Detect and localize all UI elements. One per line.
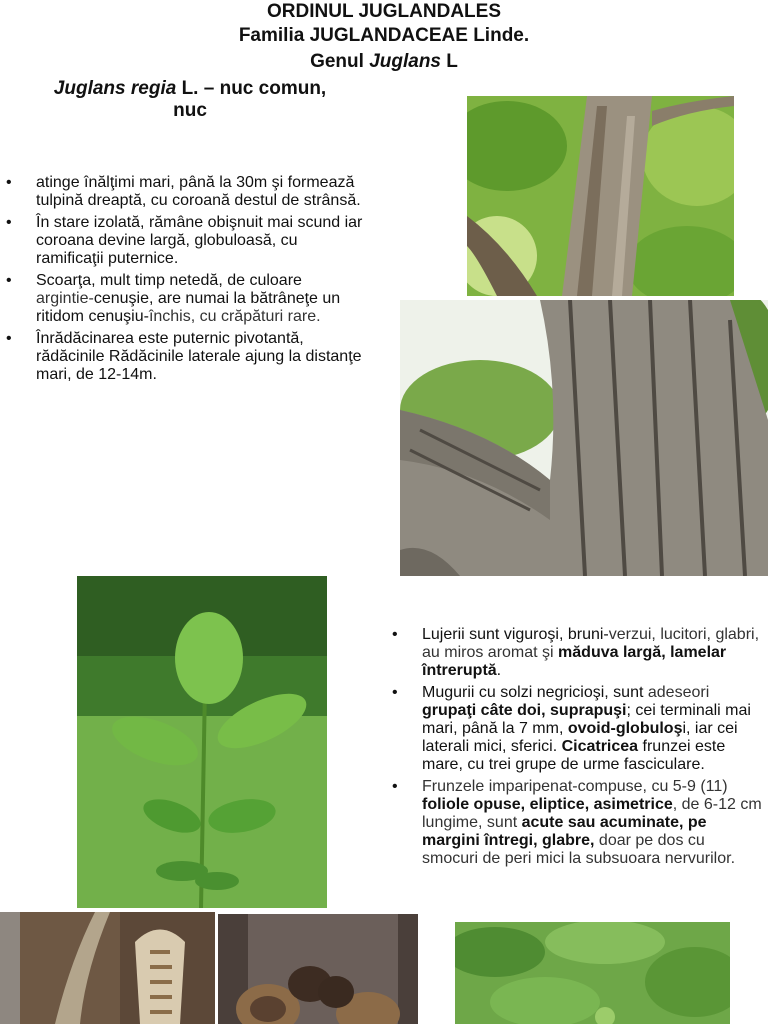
item-text: , de 6-12 cm lungime, sunt bbox=[422, 796, 762, 831]
species-latin: Juglans regia bbox=[53, 78, 177, 99]
item-text: i, iar cei laterali mici, sferici. bbox=[422, 720, 738, 755]
species-title bbox=[30, 78, 350, 122]
item-text: ; cei terminali mai mari, până la 7 mm, bbox=[422, 702, 751, 737]
list-item bbox=[392, 778, 764, 868]
item-text: În stare izolată, rămâne obişnuit mai scund iar coroana devine largă, globuloasă, cu ramificaţii puternice. bbox=[36, 214, 363, 267]
item-text: închis, cu crăpături rare. bbox=[148, 308, 321, 325]
family-title: Familia JUGLANDACEAE Linde. bbox=[238, 25, 530, 46]
item-bold: ovoid-globuloş bbox=[567, 720, 683, 737]
item-text: Frunzele imparipenat-compuse, cu 5-9 (11) bbox=[422, 778, 728, 795]
bullet: • bbox=[6, 214, 12, 231]
item-text: atinge înălţimi mari, până la 30m şi formează tulpină dreaptă, cu coroană destul de strânsă. bbox=[36, 174, 361, 209]
item-text: adeseori bbox=[647, 684, 710, 701]
pith-photo bbox=[0, 912, 215, 1024]
item-text: frunzei este mare, cu trei grupe de urme fasciculare. bbox=[422, 738, 726, 773]
bud-photo bbox=[218, 914, 418, 1024]
genus-name: Juglans bbox=[369, 51, 442, 72]
description-list-2 bbox=[392, 626, 764, 872]
trunk-foliage-photo bbox=[467, 96, 734, 296]
list-item bbox=[6, 330, 364, 384]
item-text: . bbox=[496, 662, 502, 679]
order-title: ORDINUL JUGLANDALES bbox=[267, 1, 501, 22]
item-bold: acute sau acuminate, pe margini întregi, glabre, bbox=[422, 814, 707, 849]
genus-prefix: Genul bbox=[310, 51, 370, 72]
list-item bbox=[392, 626, 764, 680]
item-bold: măduva largă, lamelar întreruptă bbox=[422, 644, 727, 679]
bullet: • bbox=[392, 626, 398, 643]
bullet: • bbox=[392, 684, 398, 701]
item-bold: foliole opuse, eliptice, asimetrice bbox=[422, 796, 673, 813]
foliage-photo bbox=[455, 922, 730, 1024]
item-text: Lujerii sunt viguroşi, bruni- bbox=[422, 626, 609, 643]
bullet: • bbox=[6, 174, 12, 191]
item-text: Mugurii cu solzi negricioşi, sunt bbox=[422, 684, 648, 701]
species-common: L. – nuc comun, bbox=[176, 78, 327, 99]
bullet: • bbox=[392, 778, 398, 795]
bullet: • bbox=[6, 272, 12, 289]
genus-suffix: L bbox=[441, 51, 458, 72]
list-item bbox=[6, 272, 364, 326]
species-common-2: nuc bbox=[173, 100, 207, 121]
leaf-photo bbox=[77, 576, 327, 908]
item-bold: grupaţi câte doi, suprapuşi bbox=[422, 702, 627, 719]
item-bold: Cicatricea bbox=[561, 738, 639, 755]
list-item bbox=[392, 684, 764, 774]
item-text: cenuşie, are numai la bătrâneţe un ritidom cenuşiu- bbox=[36, 290, 341, 325]
bullet: • bbox=[6, 330, 12, 347]
item-text: Înrădăcinarea este puternic pivotantă, rădăcinile Rădăcinile laterale ajung la distanţe mari, de 12-14m. bbox=[36, 330, 362, 383]
description-list-1 bbox=[6, 174, 364, 388]
genus-title bbox=[0, 50, 768, 74]
item-text: verzui, lucitori, glabri, au miros aromat şi bbox=[422, 626, 760, 661]
item-text: argintie- bbox=[36, 290, 94, 307]
item-text: Scoarţa, mult timp netedă, de culoare bbox=[36, 272, 302, 289]
list-item bbox=[6, 214, 364, 268]
item-text: doar pe dos cu smocuri de peri mici la subsuoara nervurilor. bbox=[422, 832, 736, 867]
bark-photo bbox=[400, 300, 768, 576]
list-item bbox=[6, 174, 364, 210]
